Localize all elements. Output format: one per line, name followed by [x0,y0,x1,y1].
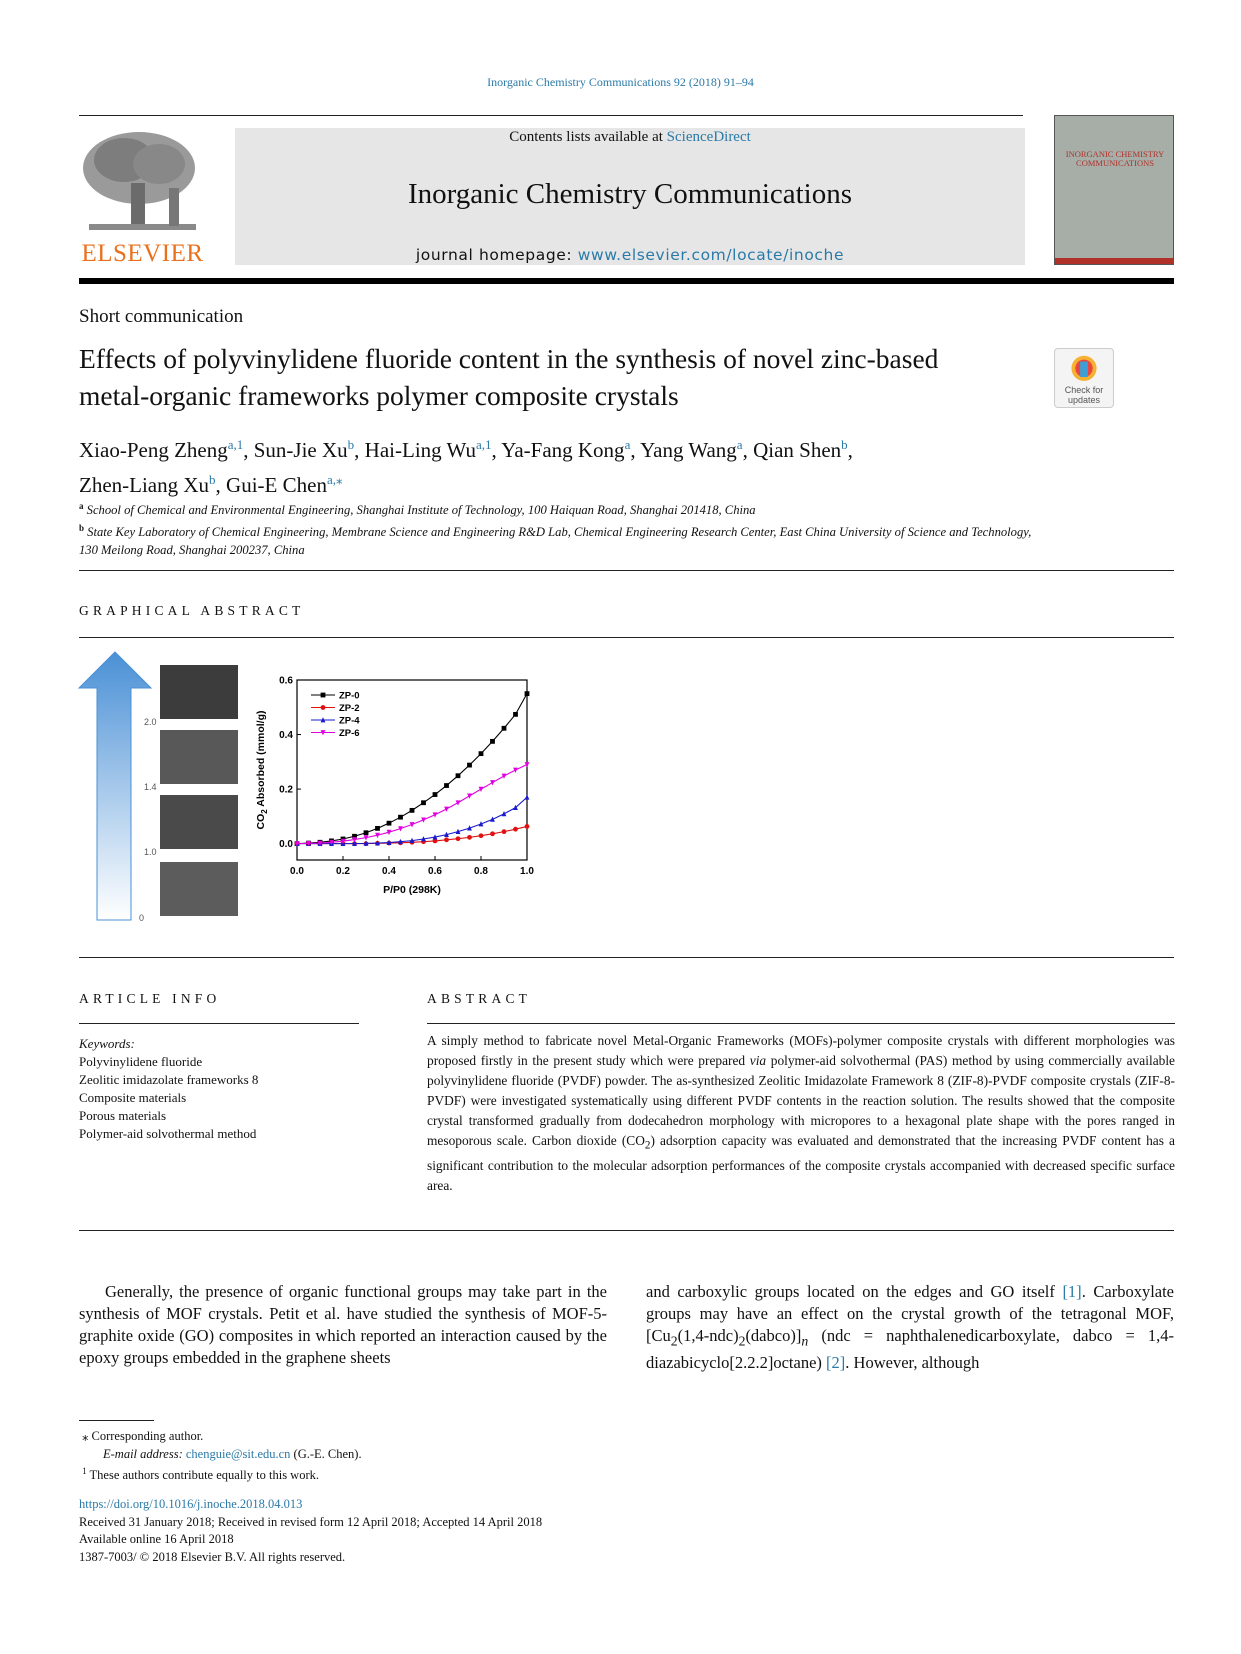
data-point [444,783,449,788]
author[interactable]: Yang Wang$^a$ [640,437,743,462]
x-tick-label: 0.6 [428,866,442,877]
y-tick-label: 0.0 [279,839,293,851]
data-point [479,787,484,792]
data-point [513,827,518,832]
data-point [398,815,403,820]
data-point [444,837,449,842]
x-axis-label: P/P0 (298K) [383,884,441,896]
data-point [513,712,518,717]
keyword: Porous materials [79,1108,167,1123]
article-title: Effects of polyvinylidene fluoride content in the synthesis of novel zinc-based metal-organic frameworks polymer composite crystals [79,343,939,411]
header-rule [79,115,1023,116]
homepage-line [235,246,1025,264]
body-right-column: and carboxylic groups located on the edges and GO itself [1]. Carboxylate groups may have an effect on the crystal growth of the tetragonal MOF, $[Cu_2(1,4-ndc)_2(dabco)]_n$ (ndc = naphthalenedicarboxylate, dabco = 1,4-diazabicyclo[2.2.2]octane) [2]. However, although [646,1282,1175,1373]
data-point [456,773,461,778]
author[interactable]: Qian Shen$^b$ [753,437,848,462]
data-point [479,751,484,756]
arrow-tick-label: 1.4 [144,782,157,792]
reference-link[interactable]: [1] [1062,1282,1082,1301]
data-point [456,836,461,841]
author[interactable]: Hai-Ling Wu$^{a,1}$ [364,437,492,462]
divider [79,570,1174,571]
arrow-tick-label: 1.0 [144,847,157,857]
sem-micrograph [160,795,238,849]
email-footnote: E-mail address: chenguie@sit.edu.cn (G.-E. Chen). [103,1446,362,1461]
data-point [502,829,507,834]
keyword: Polymer-aid solvothermal method [79,1126,257,1141]
affiliation-a: $^a$ School of Chemical and Environmental Engineering, Shanghai Institute of Technology, 100 Haiquan Road, Shanghai 201418, China [79,501,756,518]
y-tick-label: 0.2 [279,784,293,796]
publication-info [79,1496,542,1566]
affiliations [79,497,1039,559]
legend-label: ZP-0 [339,690,360,702]
email-link[interactable]: chenguie@sit.edu.cn [185,1446,291,1461]
journal-title: Inorganic Chemistry Communications [407,178,853,210]
sem-micrograph [160,862,238,916]
cover-stripe [1055,258,1173,264]
divider [79,637,1174,638]
data-point [525,691,530,696]
sem-micrograph [160,665,238,719]
author[interactable]: Xiao-Peng Zheng$^{a,1}$ [79,437,244,462]
x-tick-label: 1.0 [520,866,534,877]
data-point [433,792,438,797]
data-point [467,835,472,840]
x-tick-label: 0.2 [336,866,350,877]
legend-label: ZP-6 [339,728,360,739]
data-point [467,763,472,768]
y-tick-label: 0.6 [279,675,293,687]
doi-link[interactable]: https://doi.org/10.1016/j.inoche.2018.04.013 [79,1497,303,1511]
data-point [502,774,507,779]
divider [79,1230,1174,1231]
cover-title: INORGANIC CHEMISTRY COMMUNICATIONS [1065,149,1165,168]
contents-line [235,129,1025,146]
data-point [490,739,495,744]
contents-prefix: Contents lists available at [509,129,663,145]
sem-micrograph [160,730,238,784]
header-thick-rule [79,278,1174,284]
co2-adsorption-chart [255,675,570,910]
footnote-rule [79,1420,154,1421]
author[interactable]: Sun-Jie Xu$^b$ [253,437,355,462]
affiliation-b: $^b$ State Key Laboratory of Chemical Engineering, Membrane Science and Engineering R&D Lab, Chemical Engineering Research Center, East China University of Science and Technology, 130 Meilong Road, Shanghai 200237, China [79,523,1032,558]
data-point [456,800,461,805]
data-point [490,831,495,836]
received-dates: Received 31 January 2018; Received in revised form 12 April 2018; Accepted 14 April 2018 [79,1514,543,1529]
online-date: Available online 16 April 2018 [79,1532,234,1546]
abstract-heading: ABSTRACT [427,991,532,1006]
corresponding-footnote: ⁎ Corresponding author. [79,1429,204,1443]
x-tick-label: 0.0 [290,866,304,877]
article-type: Short communication [79,306,244,327]
author[interactable]: Ya-Fang Kong$^a$ [501,437,631,462]
copyright: 1387-7003/ © 2018 Elsevier B.V. All rights reserved. [79,1549,346,1564]
legend-label: ZP-4 [339,715,360,727]
legend-marker [321,693,326,698]
x-tick-label: 0.4 [382,866,396,877]
homepage-link[interactable]: www.elsevier.com/locate/inoche [577,246,845,264]
author-list: Xiao-Peng Zheng$^{a,1}$, Sun-Jie Xu$^b$, Hai-Ling Wu$^{a,1}$, Ya-Fang Kong$^a$, Yang Wang$^a$, Qian Shen$^b$, Zhen-Liang Xu$^b$, Gui-E Chen$^{a,⁎}$ [79,437,853,497]
article-info-heading: ARTICLE INFO [79,991,221,1006]
abstract-text: A simply method to fabricate novel Metal-Organic Frameworks (MOFs)-polymer composite crystals with different morphologies was proposed firstly in the present study which were prepared via polymer-aid solvothermal (PAS) method by using commercially available polyvinylidene fluoride (PVDF) powder. The as-synthesized Zeolitic Imidazolate Framework 8 (ZIF-8)-PVDF composite crystals (ZIF-8-PVDF) were investigated systematically using different PVDF contents in the reaction solution. The results showed that the composite crystal transformed gradually from dodecahedron morphology with micropores to a hexagonal plate shape with the pores ranged in mesoporous scale. Carbon dioxide $(CO_2)$ adsorption capacity was evaluated and demonstrated that the increasing PVDF content has a significant contribution to the molecular adsorption performances of the composite crystals accompanied with decreased specific surface area. [427,1033,1175,1193]
data-point [502,726,507,731]
y-axis-label: $CO_2$ Absorbed (mmol/g) [255,710,269,830]
keyword: Composite materials [79,1090,187,1105]
data-point [490,780,495,785]
footnotes [79,1428,362,1485]
sciencedirect-link[interactable]: ScienceDirect [666,129,751,145]
journal-citation[interactable]: Inorganic Chemistry Communications 92 (2018) 91–94 [487,75,754,89]
keywords-label: Keywords: [79,1036,135,1051]
data-point [387,821,392,826]
legend-marker [321,705,326,710]
data-point [364,830,369,835]
arrow-tick-label: 0 [139,913,145,923]
data-point [410,808,415,813]
divider [79,1023,359,1024]
data-point [502,811,507,816]
crossmark-label: Check for updates [1064,385,1104,405]
author[interactable]: Gui-E Chen$^{a,⁎}$ [226,472,343,497]
graphical-abstract-heading: GRAPHICAL ABSTRACT [79,603,305,618]
publisher-wordmark[interactable]: ELSEVIER [81,240,204,267]
keyword: Zeolitic imidazolate frameworks 8 [79,1072,259,1087]
keyword-list [79,1053,258,1143]
pvdf-gradient-arrow [79,652,151,920]
reference-link[interactable]: [2] [826,1353,846,1373]
data-point [375,826,380,831]
data-point [513,768,518,773]
arrow-tick-label: 2.0 [144,717,157,727]
data-point [525,824,530,829]
keyword: Polyvinylidene fluoride [79,1054,203,1069]
data-point [525,794,530,799]
data-point [421,800,426,805]
journal-cover-image[interactable] [1054,115,1174,265]
legend-label: ZP-2 [339,703,360,714]
data-point [467,794,472,799]
homepage-prefix: journal homepage: [415,246,573,264]
y-tick-label: 0.4 [279,730,293,742]
body-left-column: Generally, the presence of organic functional groups may take part in the synthesis of MOF crystals. Petit et al. have studied the synthesis of MOF-5-graphite oxide (GO) composites in which reported an interaction caused by the epoxy groups embedded in the graphene sheets [79,1282,607,1367]
author[interactable]: Zhen-Liang Xu$^b$ [79,472,216,497]
equal-contribution-footnote: $^1$ These authors contribute equally to this work. [82,1466,319,1483]
divider [79,957,1174,958]
data-point [479,833,484,838]
divider [427,1023,1175,1024]
x-tick-label: 0.8 [474,866,488,877]
